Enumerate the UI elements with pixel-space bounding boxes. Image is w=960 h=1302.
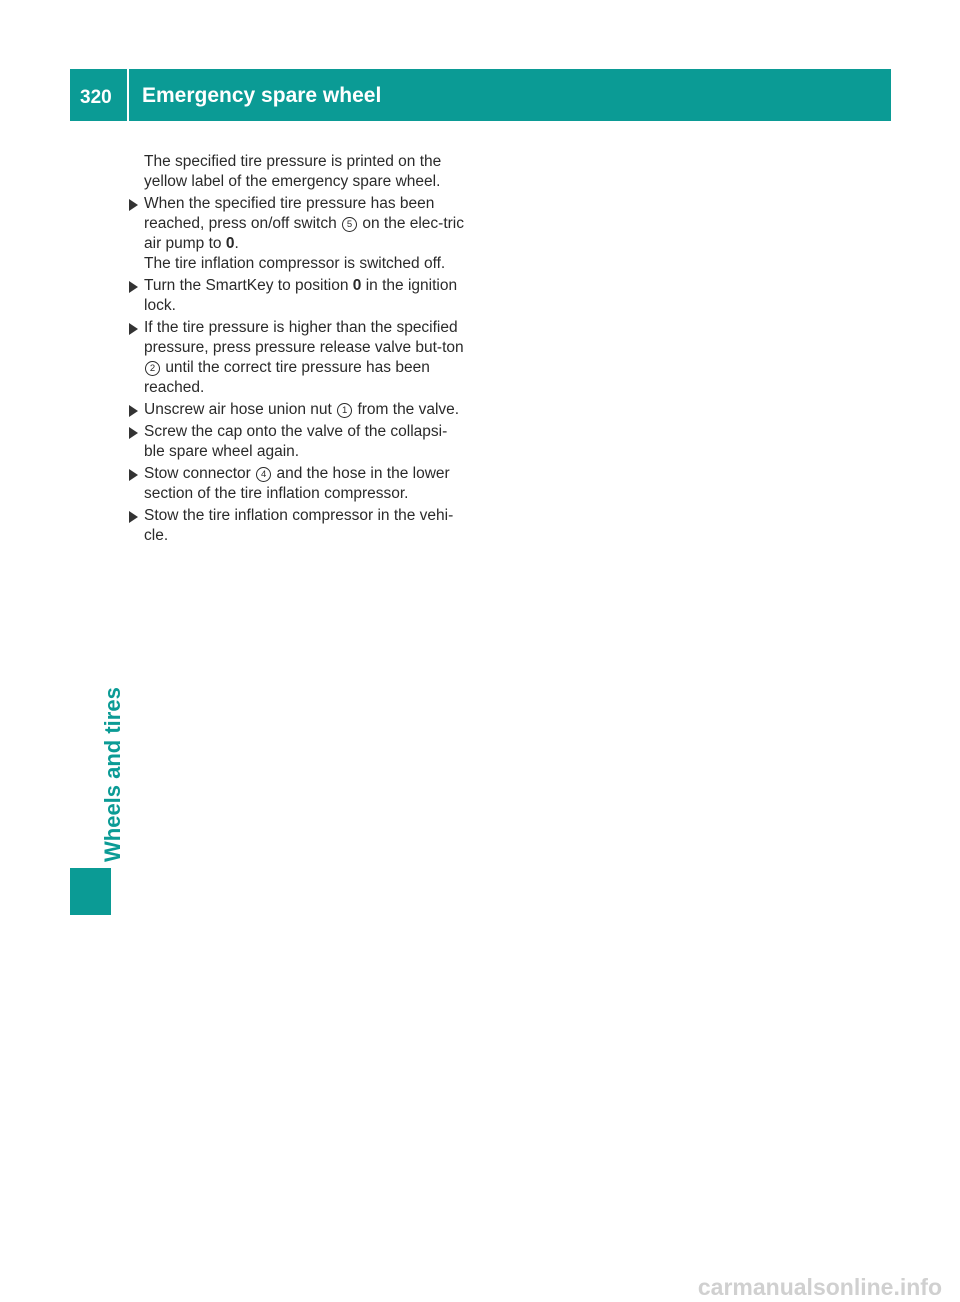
step-result: The tire inflation compressor is switched off. xyxy=(144,255,446,272)
step-arrow-icon xyxy=(129,281,138,293)
step-arrow-icon xyxy=(129,405,138,417)
callout-4-icon: 4 xyxy=(256,467,271,482)
watermark xyxy=(0,1274,960,1301)
step-arrow-icon xyxy=(129,469,138,481)
callout-2-icon: 2 xyxy=(145,361,160,376)
step-7: Stow the tire inflation compressor in the vehi-cle. xyxy=(128,506,464,546)
page-header xyxy=(70,69,891,121)
section-title: Emergency spare wheel xyxy=(142,84,382,107)
step-6: Stow connector 4 and the hose in the lower section of the tire inflation compressor. xyxy=(128,464,464,504)
step-arrow-icon xyxy=(129,323,138,335)
instructions xyxy=(128,152,464,548)
step-1: When the specified tire pressure has been reached, press on/off switch 5 on the elec-tric air pump to 0. The tire inflation compressor is switched off. xyxy=(128,194,464,274)
chapter-label: Wheels and tires xyxy=(100,687,125,862)
header-divider xyxy=(127,69,129,121)
step-3: If the tire pressure is higher than the specified pressure, press pressure release valve but-ton 2 until the correct tire pressure has been reached. xyxy=(128,318,464,398)
watermark-text: carmanualsonline.info xyxy=(697,1274,942,1300)
chapter-tab xyxy=(70,868,111,915)
step-arrow-icon xyxy=(129,427,138,439)
callout-5-icon: 5 xyxy=(342,217,357,232)
step-arrow-icon xyxy=(129,199,138,211)
step-arrow-icon xyxy=(129,511,138,523)
callout-1-icon: 1 xyxy=(337,403,352,418)
step-4: Unscrew air hose union nut 1 from the valve. xyxy=(128,400,464,420)
intro-paragraph: The specified tire pressure is printed on the yellow label of the emergency spare wheel. xyxy=(144,153,442,190)
page-number: 320 xyxy=(80,87,112,108)
step-5: Screw the cap onto the valve of the collapsi-ble spare wheel again. xyxy=(128,422,464,462)
step-2: Turn the SmartKey to position 0 in the ignition lock. xyxy=(128,276,464,316)
